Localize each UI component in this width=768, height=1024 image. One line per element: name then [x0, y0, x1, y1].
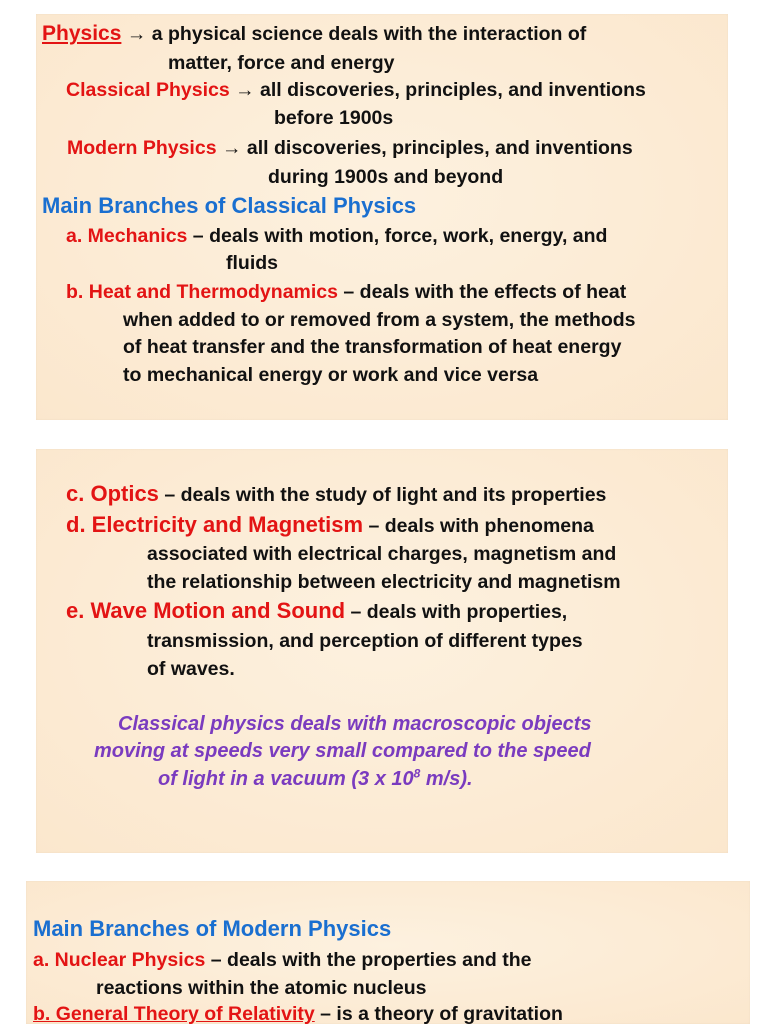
slide-modern-branches — [26, 881, 750, 1024]
exponent: 8 — [413, 766, 421, 781]
mechanics-term: a. Mechanics — [66, 225, 188, 247]
mechanics-text: – deals with motion, force, work, energy, and — [187, 225, 608, 247]
branch-mechanics — [66, 224, 607, 248]
classical-physics-term: Classical Physics — [66, 79, 230, 101]
branch-general-relativity — [33, 1002, 563, 1024]
physics-definition-text: a physical science deals with the interaction of — [146, 23, 587, 45]
physics-term: Physics — [42, 22, 122, 45]
branch-electricity-magnetism — [66, 513, 594, 538]
optics-text: – deals with the study of light and its properties — [158, 484, 607, 506]
heat-term: b. Heat and Thermodynamics — [66, 281, 338, 303]
physics-definition-cont: matter, force and energy — [168, 52, 395, 74]
branch-nuclear-physics — [33, 948, 532, 972]
em-term: d. Electricity and Magnetism — [66, 512, 364, 537]
modern-physics-term: Modern Physics — [67, 137, 217, 159]
branch-heat-thermodynamics — [66, 280, 626, 304]
heat-text: – deals with the effects of heat — [337, 281, 627, 303]
optics-term: c. Optics — [66, 481, 159, 506]
arrow-icon: → — [221, 137, 242, 159]
arrow-icon: → — [235, 79, 255, 101]
classical-note-2: moving at speeds very small compared to the speed — [94, 740, 591, 762]
classical-physics-text: all discoveries, principles, and inventions — [254, 79, 646, 101]
physics-definition — [42, 22, 586, 46]
modern-physics-definition — [67, 136, 633, 160]
branch-optics — [66, 482, 606, 507]
classical-branches-heading: Main Branches of Classical Physics — [42, 193, 417, 218]
classical-physics-cont: before 1900s — [274, 107, 394, 129]
classical-note-3-text: of light in a vacuum (3 x 10 — [158, 768, 414, 790]
relativity-text: – is a theory of gravitation — [314, 1003, 563, 1024]
branch-wave-sound — [66, 599, 567, 624]
arrow-icon: → — [126, 23, 147, 45]
em-cont-2: the relationship between electricity and magnetism — [147, 571, 621, 593]
classical-physics-definition — [66, 78, 646, 102]
wave-cont-2: of waves. — [147, 658, 235, 680]
relativity-term: b. General Theory of Relativity — [33, 1003, 315, 1024]
wave-text: – deals with properties, — [345, 601, 568, 623]
heat-cont-1: when added to or removed from a system, the methods — [123, 309, 636, 331]
em-cont-1: associated with electrical charges, magnetism and — [147, 543, 617, 565]
slide-classical-branches-cont — [36, 449, 728, 853]
em-text: – deals with phenomena — [363, 515, 594, 537]
modern-physics-cont: during 1900s and beyond — [268, 166, 504, 188]
modern-physics-text: all discoveries, principles, and inventions — [241, 137, 633, 159]
wave-term: e. Wave Motion and Sound — [66, 598, 346, 623]
mechanics-cont: fluids — [226, 252, 278, 274]
nuclear-term: a. Nuclear Physics — [33, 949, 206, 971]
nuclear-text: – deals with the properties and the — [205, 949, 532, 971]
classical-note-3 — [158, 767, 473, 791]
heat-cont-3: to mechanical energy or work and vice versa — [123, 364, 539, 386]
modern-branches-heading: Main Branches of Modern Physics — [33, 916, 392, 941]
nuclear-cont: reactions within the atomic nucleus — [96, 977, 427, 999]
wave-cont-1: transmission, and perception of different types — [147, 630, 583, 652]
classical-note-1: Classical physics deals with macroscopic objects — [118, 713, 592, 735]
slide-physics-intro — [36, 14, 728, 420]
heat-cont-2: of heat transfer and the transformation of heat energy — [123, 336, 622, 358]
classical-note-3-unit: m/s). — [420, 768, 473, 790]
